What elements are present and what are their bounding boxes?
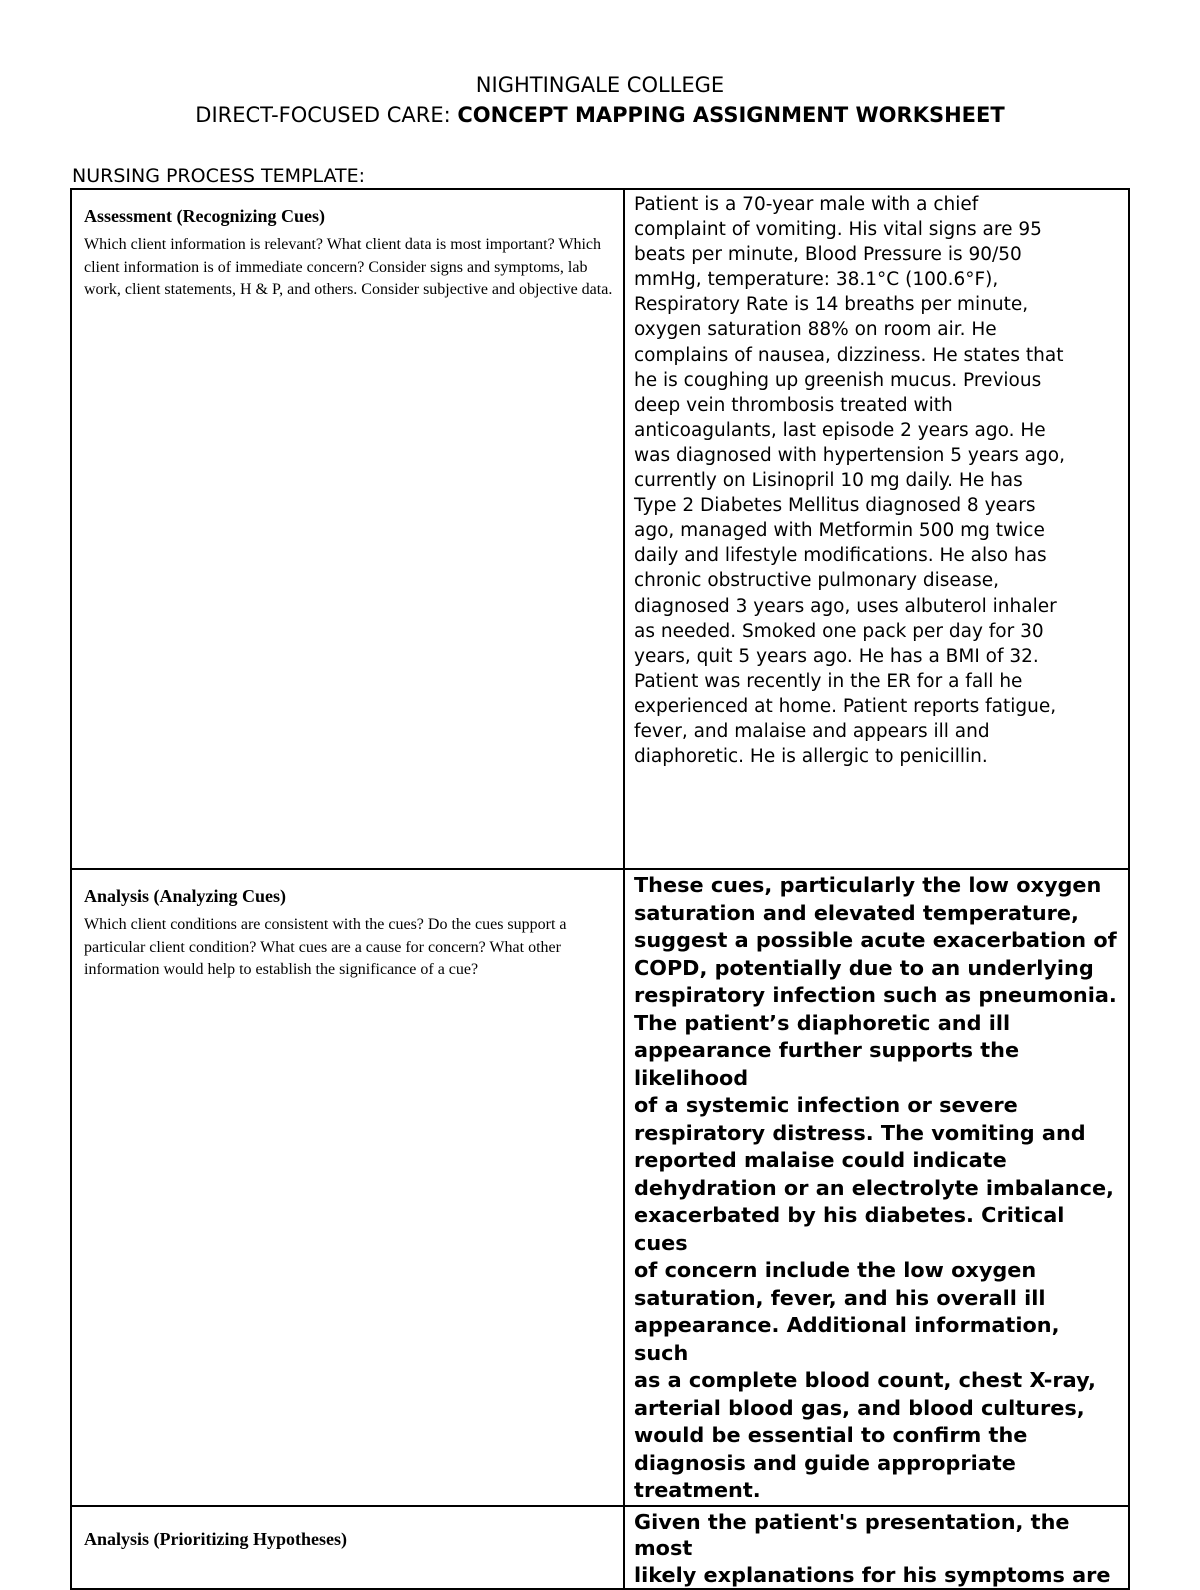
analyzing-cues-prompt-cell <box>71 869 624 1506</box>
table-row-assessment <box>71 189 1129 869</box>
assessment-response: Patient is a 70-year male with a chief complaint of vomiting. His vital signs are 95 beats per minute, Blood Pressure is 90/50 mmHg, temperature: 38.1°C (100.6°F), Respiratory Rate is 14 breaths per minute, oxygen saturation 88% on room air. He complains of nausea, dizziness. He states that he is coughing up greenish mucus. Previous deep vein thrombosis treated with anticoagulants, last episode 2 years ago. He was diagnosed with hypertension 5 years ago, currently on Lisinopril 10 mg daily. He has Type 2 Diabetes Mellitus diagnosed 8 years ago, managed with Metformin 500 mg twice daily and lifestyle modifications. He also has chronic obstructive pulmonary disease, diagnosed 3 years ago, uses albuterol inhaler as needed. Smoked one pack per day for 30 years, quit 5 years ago. He has a BMI of 32. Patient was recently in the ER for a fall he experienced at home. Patient reports fatigue, fever, and malaise and appears ill and diaphoretic. He is allergic to penicillin. <box>634 194 1065 768</box>
prioritizing-hypotheses-response: Given the patient's presentation, the most likely explanations for his symptoms are <box>634 1509 1111 1587</box>
analyzing-cues-prompt: Which client conditions are consistent with the cues? Do the cues support a particular client condition? What cues are a cause for concern? What other information would help to establish the significance of a cue? <box>84 916 567 978</box>
analyzing-cues-response: These cues, particularly the low oxygen saturation and elevated temperature, suggest a possible acute exacerbation of COPD, potentially due to an underlying respiratory infection such as pneumonia. The patient’s diaphoretic and ill appearance further supports the likelihood of a systemic infection or severe respiratory distress. The vomiting and reported malaise could indicate dehydration or an electrolyte imbalance, exacerbated by his diabetes. Critical cues of concern include the low oxygen saturation, fever, and his overall ill appearance. Additional information, such as a complete blood count, chest X-ray, arterial blood gas, and blood cultures, would be essential to confirm the diagnosis and guide appropriate treatment. <box>634 873 1117 1502</box>
analyzing-cues-title: Analysis (Analyzing Cues) <box>84 886 287 906</box>
prioritizing-hypotheses-response-cell[interactable] <box>624 1506 1129 1590</box>
prioritizing-hypotheses-prompt-cell <box>71 1506 624 1590</box>
table-row-analyzing-cues <box>71 869 1129 1506</box>
worksheet-title-bold: CONCEPT MAPPING ASSIGNMENT WORKSHEET <box>457 103 1005 127</box>
assessment-response-cell[interactable] <box>624 189 1129 869</box>
worksheet-title-prefix: DIRECT-FOCUSED CARE: <box>195 103 458 127</box>
assessment-prompt-cell <box>71 189 624 869</box>
document-header <box>0 70 1200 130</box>
nursing-process-table <box>70 188 1130 1590</box>
worksheet-title <box>0 100 1200 130</box>
table-row-prioritizing-hypotheses <box>71 1506 1129 1590</box>
institution-name: NIGHTINGALE COLLEGE <box>475 73 725 97</box>
assessment-title: Assessment (Recognizing Cues) <box>84 206 325 226</box>
template-label: NURSING PROCESS TEMPLATE: <box>72 165 366 187</box>
assessment-prompt: Which client information is relevant? What client data is most important? Which client information is of immediate concern? Consider signs and symptoms, lab work, client statements, H & P, and others. Consider subjective and objective data. <box>84 236 613 298</box>
analyzing-cues-response-cell[interactable] <box>624 869 1129 1506</box>
prioritizing-hypotheses-title: Analysis (Prioritizing Hypotheses) <box>84 1528 347 1549</box>
